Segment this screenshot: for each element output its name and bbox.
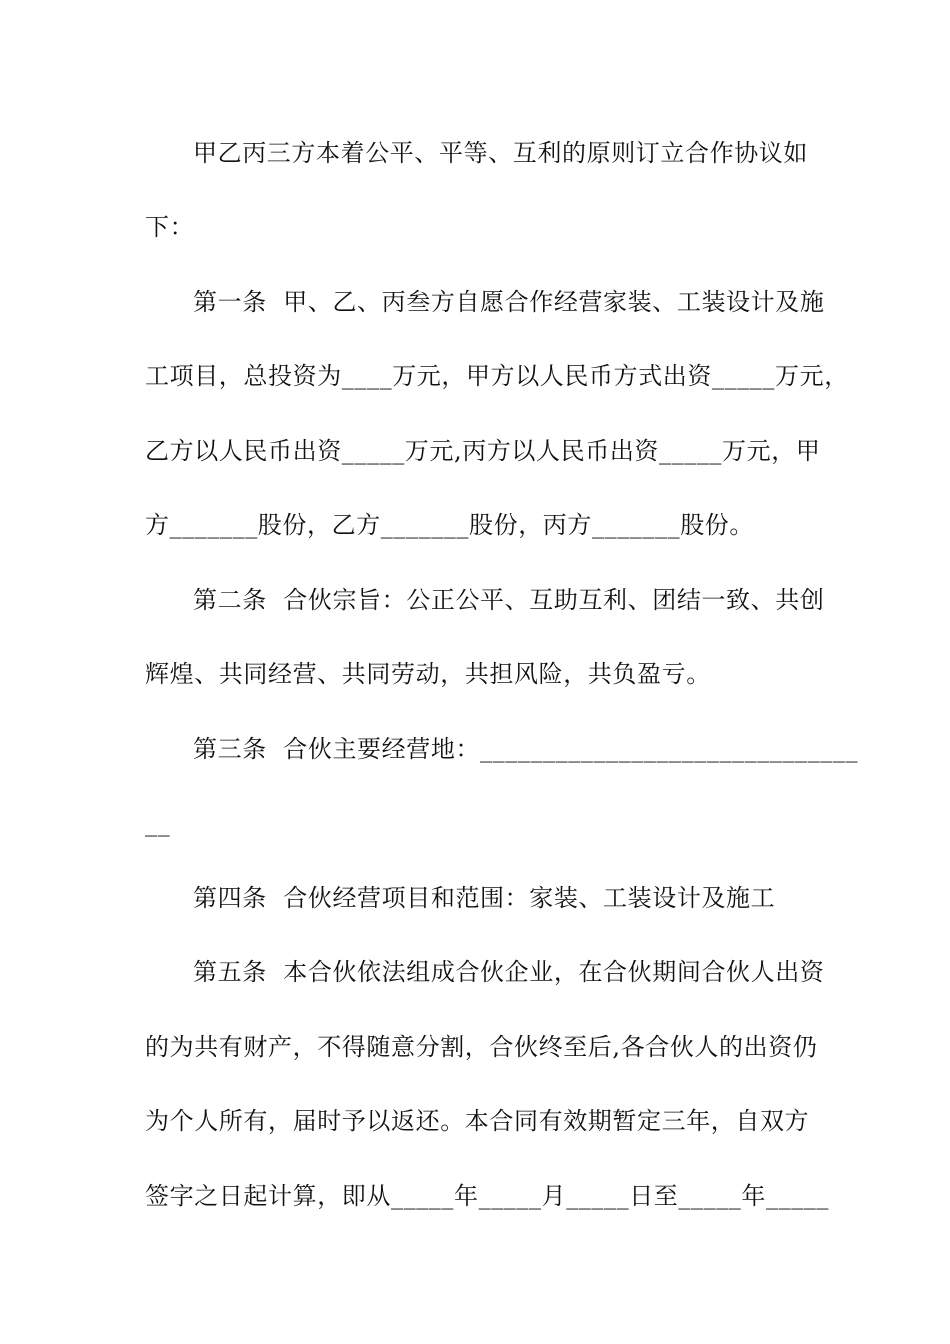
paragraph-intro-line-1: 甲乙丙三方本着公平、平等、互利的原则订立合作协议如 [193, 139, 808, 167]
article-2-line-2: 辉煌、共同经营、共同劳动，共担风险，共负盈亏。 [145, 660, 711, 688]
article-1-line-4: 方_______股份，乙方_______股份，丙方_______股份。 [145, 511, 754, 539]
paragraph-intro-line-2: 下： [145, 213, 195, 241]
article-1-line-1: 第一条 甲、乙、丙叁方自愿合作经营家装、工装设计及施 [193, 288, 825, 316]
article-5-line-1: 第五条 本合伙依法组成合伙企业，在合伙期间合伙人出资 [193, 958, 825, 986]
article-2-line-1: 第二条 合伙宗旨：公正公平、互助互利、团结一致、共创 [193, 586, 825, 614]
article-5-line-4: 签字之日起计算，即从_____年_____月_____日至_____年_____ [145, 1182, 829, 1210]
article-3-line-1: 第三条 合伙主要经营地：______________________________ [193, 735, 859, 763]
article-5-line-2: 的为共有财产，不得随意分割，合伙终至后,各合伙人的出资仍 [145, 1033, 818, 1061]
article-3-line-2: __ [145, 809, 171, 837]
article-4-line-1: 第四条 合伙经营项目和范围：家装、工装设计及施工 [193, 884, 776, 912]
article-1-line-2: 工项目，总投资为____万元，甲方以人民币方式出资_____万元， [145, 362, 849, 390]
article-5-line-3: 为个人所有，届时予以返还。本合同有效期暂定三年，自双方 [145, 1107, 810, 1135]
article-1-line-3: 乙方以人民币出资_____万元,丙方以人民币出资_____万元，甲 [145, 437, 821, 465]
